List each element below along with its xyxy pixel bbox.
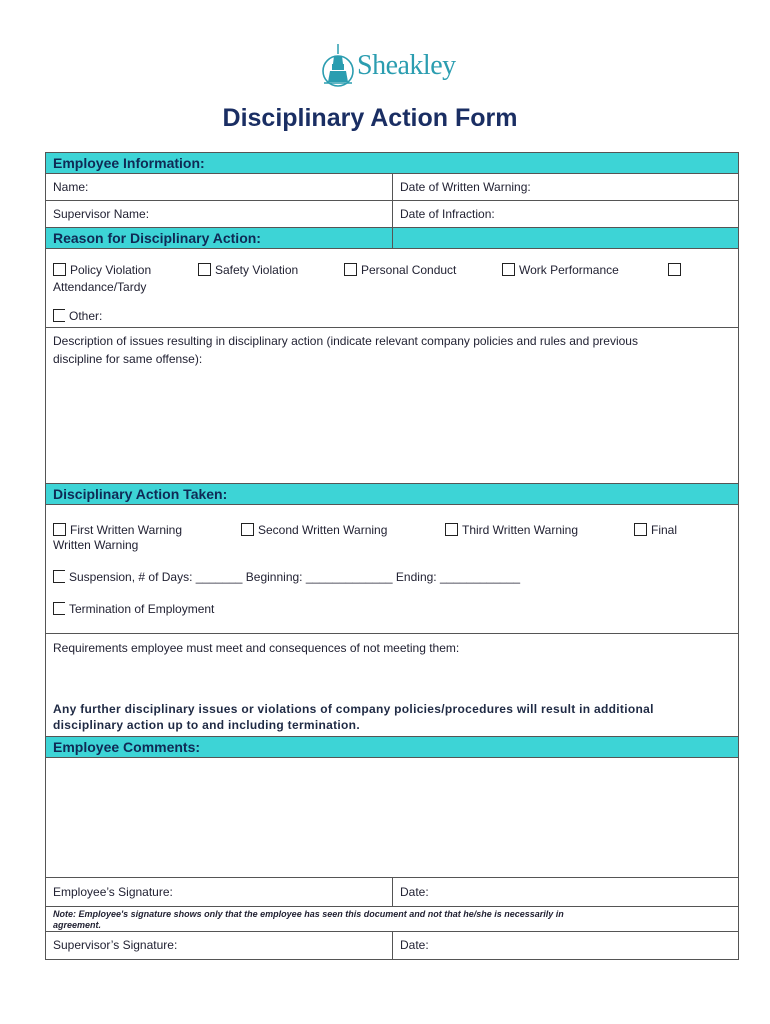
first-warning-option[interactable]: First Written Warning — [53, 523, 182, 537]
sheakley-logo — [320, 44, 460, 90]
checkbox[interactable] — [53, 523, 66, 536]
second-warning-option[interactable]: Second Written Warning — [241, 523, 387, 537]
reason-options — [45, 248, 739, 327]
work-performance-option[interactable]: Work Performance — [502, 263, 619, 277]
safety-violation-option[interactable]: Safety Violation — [198, 263, 298, 277]
page-title: Disciplinary Action Form — [222, 104, 518, 132]
description-label: Description of issues resulting in disciplinary action (indicate relevant company policies and rules and previous — [53, 334, 638, 348]
checkbox[interactable] — [445, 523, 458, 536]
supervisor-signature-field[interactable]: Supervisor’s Signature: — [46, 932, 393, 959]
notice-line-1: Any further disciplinary issues or violations of company policies/procedures will result in additional — [53, 702, 654, 716]
employee-signature-row — [45, 877, 739, 906]
infraction-date-field[interactable]: Date of Infraction: — [400, 207, 495, 221]
final-warning-option[interactable]: Final — [634, 523, 677, 537]
checkbox[interactable] — [241, 523, 254, 536]
third-warning-option[interactable]: Third Written Warning — [445, 523, 578, 537]
checkbox[interactable] — [344, 263, 357, 276]
attendance-checkbox[interactable] — [668, 263, 685, 277]
warning-date-field[interactable]: Date of Written Warning: — [400, 180, 531, 194]
note-line-1: Note: Employee's signature shows only that the employee has seen this document and not that he/she is necessarily in — [53, 909, 564, 919]
supervisor-row — [45, 200, 739, 227]
checkbox[interactable] — [198, 263, 211, 276]
action-header: Disciplinary Action Taken: — [45, 483, 739, 504]
action-options — [45, 504, 739, 633]
written-warning-label: Written Warning — [53, 538, 139, 552]
notice-line-2: disciplinary action up to and including termination. — [53, 718, 360, 732]
policy-violation-option[interactable]: Policy Violation — [53, 263, 151, 277]
reason-header-text: Reason for Disciplinary Action: — [53, 230, 261, 246]
note-line-2: agreement. — [53, 920, 102, 930]
disciplinary-form — [45, 152, 739, 960]
tower-icon — [320, 44, 360, 90]
logo-text: Sheakley — [357, 50, 456, 81]
termination-option[interactable]: Termination of Employment — [53, 602, 214, 616]
requirements-label: Requirements employee must meet and consequences of not meeting them: — [53, 641, 460, 655]
checkbox[interactable] — [502, 263, 515, 276]
supervisor-field[interactable]: Supervisor Name: — [46, 201, 393, 227]
name-row — [45, 173, 739, 200]
suspension-option[interactable]: Suspension, # of Days: _______ Beginning: _____________ Ending: ____________ — [53, 570, 520, 584]
employee-signature-field[interactable]: Employee’s Signature: — [46, 878, 393, 906]
employee-date-field[interactable]: Date: — [400, 885, 429, 899]
checkbox[interactable] — [634, 523, 647, 536]
other-option[interactable]: Other: — [53, 309, 102, 323]
supervisor-date-field[interactable]: Date: — [400, 938, 429, 952]
description-box[interactable] — [45, 327, 739, 483]
personal-conduct-option[interactable]: Personal Conduct — [344, 263, 456, 277]
name-field[interactable]: Name: — [46, 174, 393, 200]
comments-box[interactable] — [45, 757, 739, 877]
description-label-2: discipline for same offense): — [53, 352, 203, 366]
attendance-tardy-label: Attendance/Tardy — [53, 280, 147, 294]
reason-header — [45, 227, 739, 248]
supervisor-signature-row — [45, 931, 739, 960]
requirements-box[interactable] — [45, 633, 739, 736]
checkbox[interactable] — [53, 263, 66, 276]
comments-header: Employee Comments: — [45, 736, 739, 757]
employee-info-header: Employee Information: — [45, 152, 739, 173]
note-row — [45, 906, 739, 931]
